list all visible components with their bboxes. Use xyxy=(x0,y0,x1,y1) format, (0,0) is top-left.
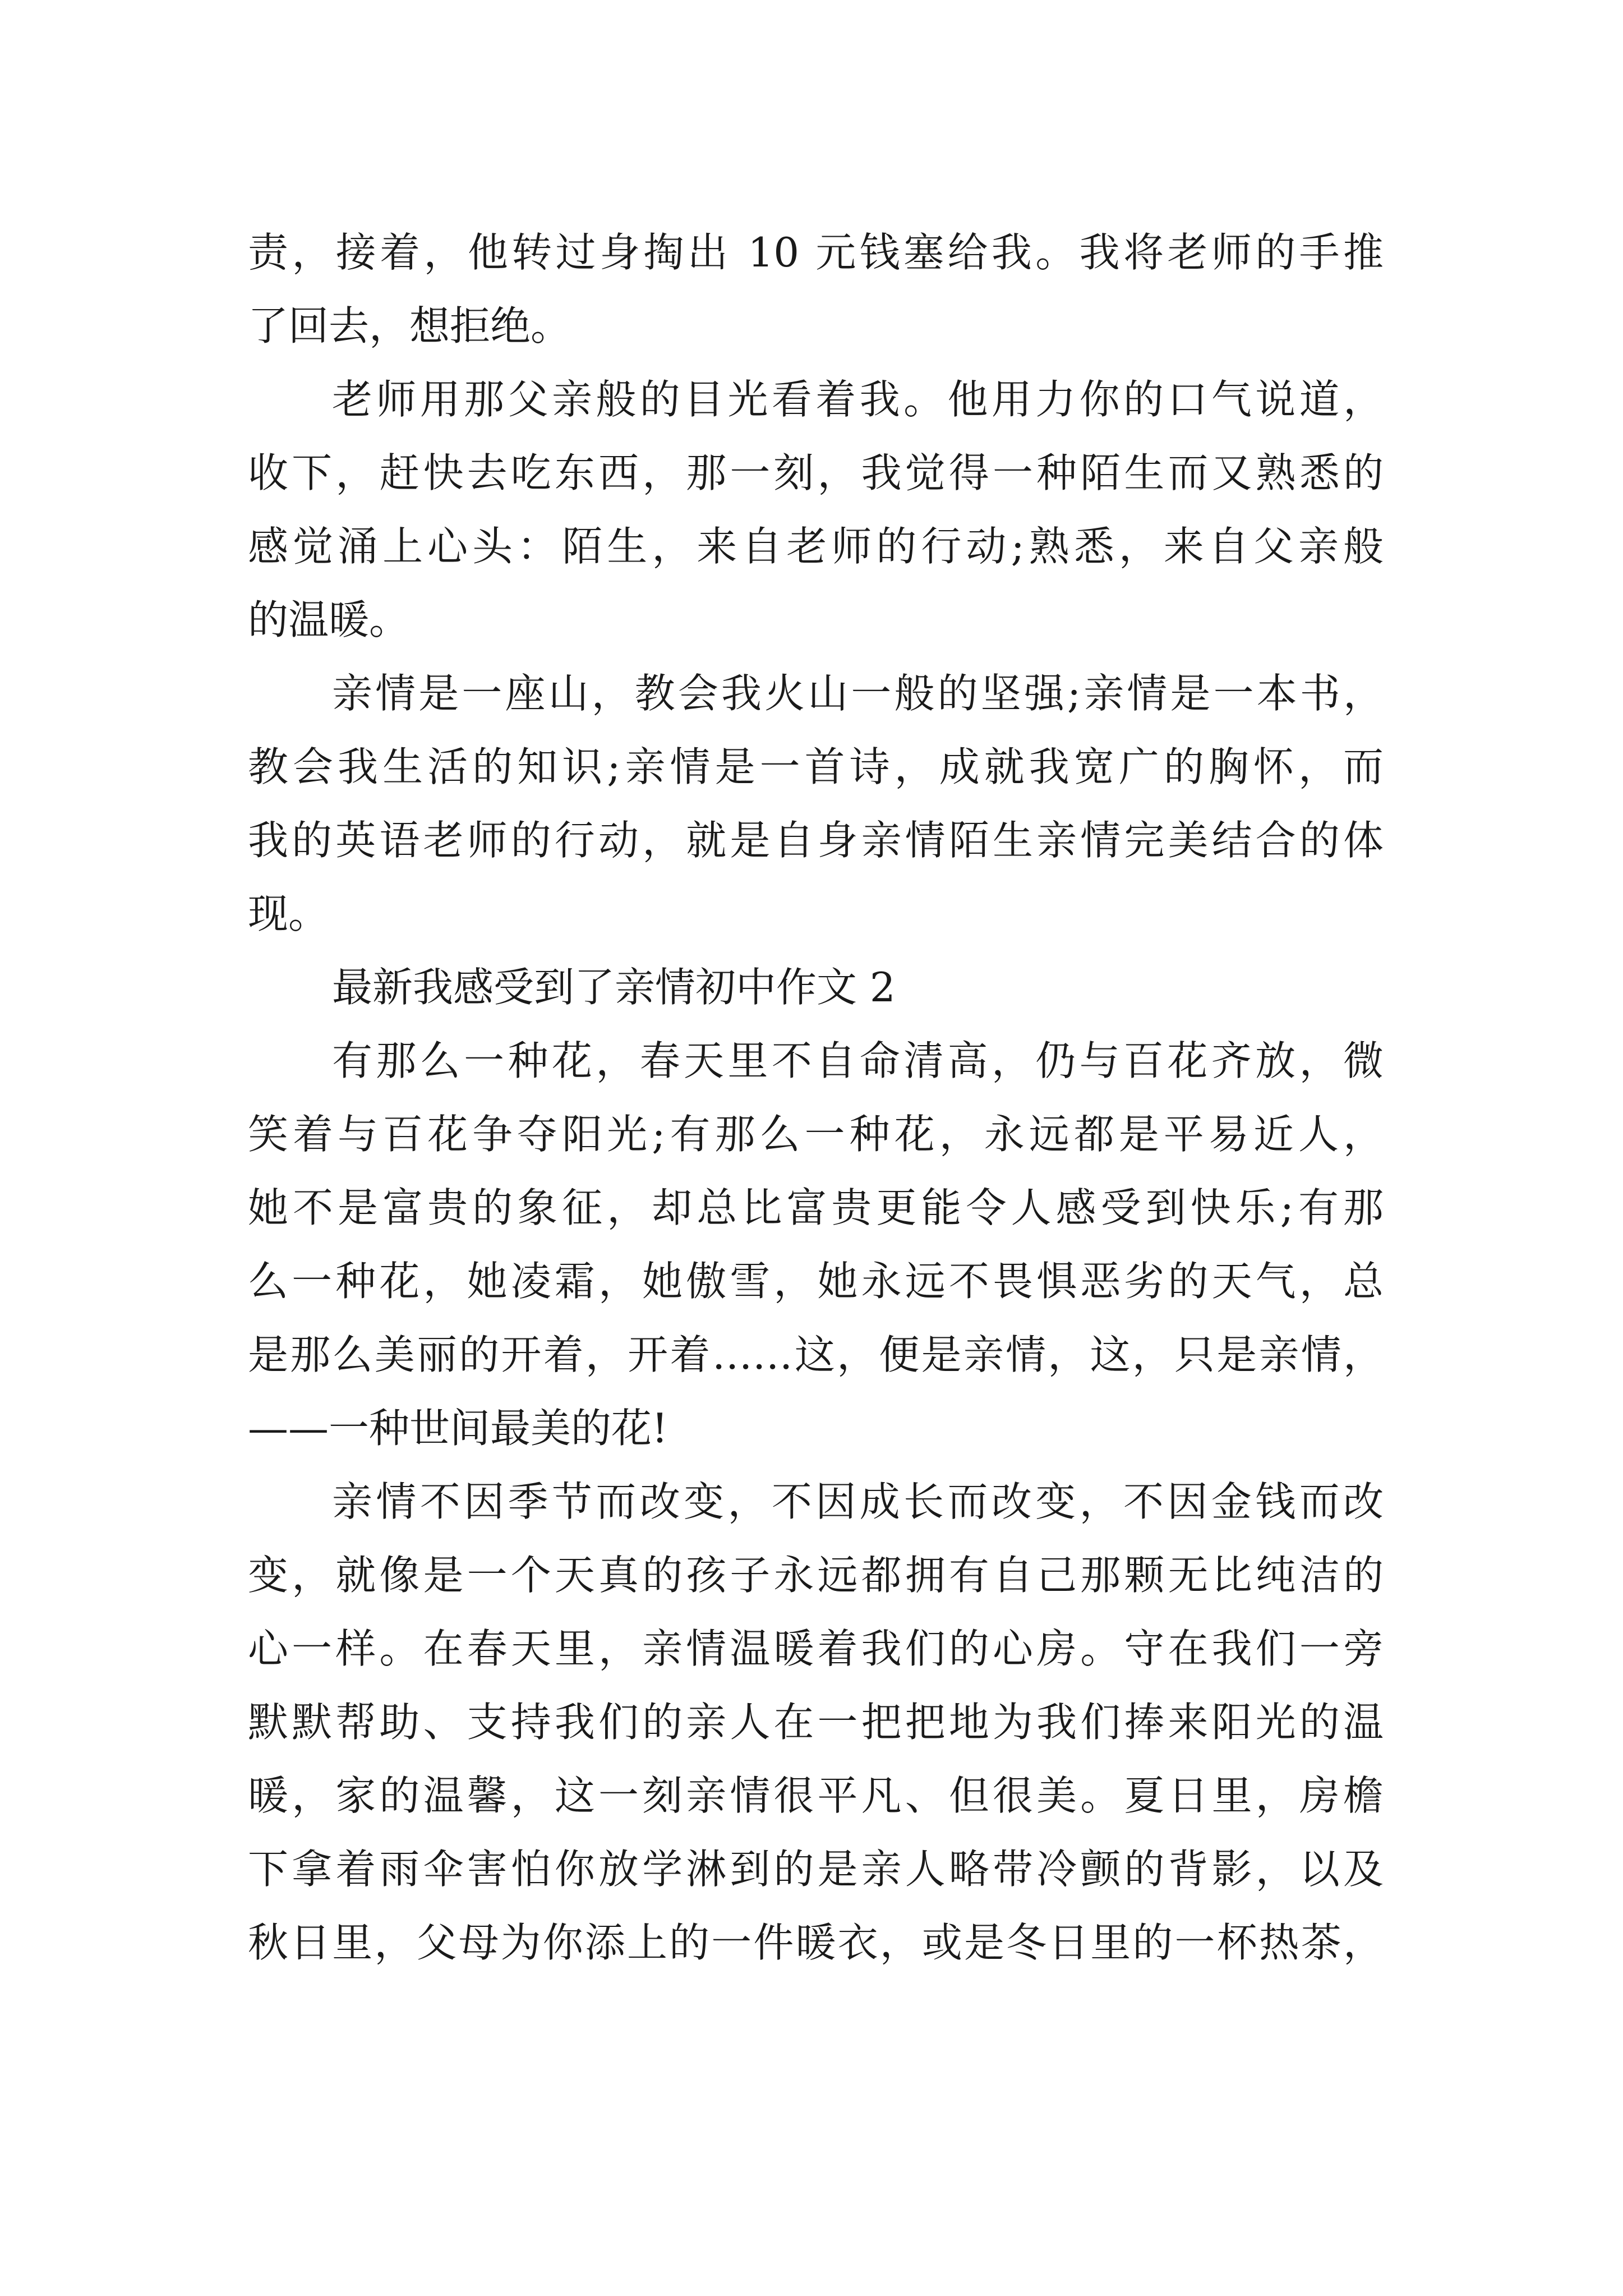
text-line: 责，接着，他转过身掏出 10 元钱塞给我。我将老师的手推 xyxy=(248,229,1384,276)
paragraph xyxy=(248,363,1384,657)
text-line: 教会我生活的知识;亲情是一首诗，成就我宽广的胸怀，而 xyxy=(248,743,1384,790)
text-line: 收下，赶快去吃东西，那一刻，我觉得一种陌生而又熟悉的 xyxy=(248,449,1384,496)
text-line: 是那么美丽的开着，开着……这，便是亲情，这，只是亲情， xyxy=(248,1331,1384,1378)
text-line: 默默帮助、支持我们的亲人在一把把地为我们捧来阳光的温 xyxy=(248,1699,1384,1746)
text-line: 亲情不因季节而改变，不因成长而改变，不因金钱而改 xyxy=(332,1478,1384,1525)
text-line: 么一种花，她凌霜，她傲雪，她永远不畏惧恶劣的天气，总 xyxy=(248,1258,1384,1305)
text-line: 她不是富贵的象征，却总比富贵更能令人感受到快乐;有那 xyxy=(248,1184,1384,1231)
paragraph xyxy=(248,657,1384,951)
text-line: 老师用那父亲般的目光看着我。他用力你的口气说道， xyxy=(332,376,1384,423)
document-body xyxy=(248,216,1384,1980)
heading-text: 最新我感受到了亲情初中作文 2 xyxy=(332,964,896,1011)
text-line: 了回去，想拒绝。 xyxy=(248,302,571,349)
paragraph xyxy=(248,1465,1384,1980)
text-line: 感觉涌上心头：陌生，来自老师的行动;熟悉，来自父亲般 xyxy=(248,523,1384,570)
text-line: 亲情是一座山，教会我火山一般的坚强;亲情是一本书， xyxy=(332,670,1384,717)
text-line: 秋日里，父母为你添上的一件暖衣，或是冬日里的一杯热茶， xyxy=(248,1919,1384,1966)
text-line: 暖，家的温馨，这一刻亲情很平凡、但很美。夏日里，房檐 xyxy=(248,1772,1384,1819)
text-line: 变，就像是一个天真的孩子永远都拥有自己那颗无比纯洁的 xyxy=(248,1552,1384,1599)
text-line: ——一种世间最美的花! xyxy=(248,1405,668,1452)
text-line: 有那么一种花，春天里不自命清高，仍与百花齐放，微 xyxy=(332,1037,1384,1084)
text-line: 我的英语老师的行动，就是自身亲情陌生亲情完美结合的体 xyxy=(248,817,1384,864)
paragraph xyxy=(248,1024,1384,1465)
text-line: 的温暖。 xyxy=(248,596,410,643)
text-line: 下拿着雨伞害怕你放学淋到的是亲人略带冷颤的背影，以及 xyxy=(248,1846,1384,1893)
section-heading xyxy=(248,951,1384,1024)
text-line: 笑着与百花争夺阳光;有那么一种花，永远都是平易近人， xyxy=(248,1111,1384,1158)
text-line: 心一样。在春天里，亲情温暖着我们的心房。守在我们一旁 xyxy=(248,1625,1384,1672)
paragraph xyxy=(248,216,1384,363)
text-line: 现。 xyxy=(248,890,329,937)
